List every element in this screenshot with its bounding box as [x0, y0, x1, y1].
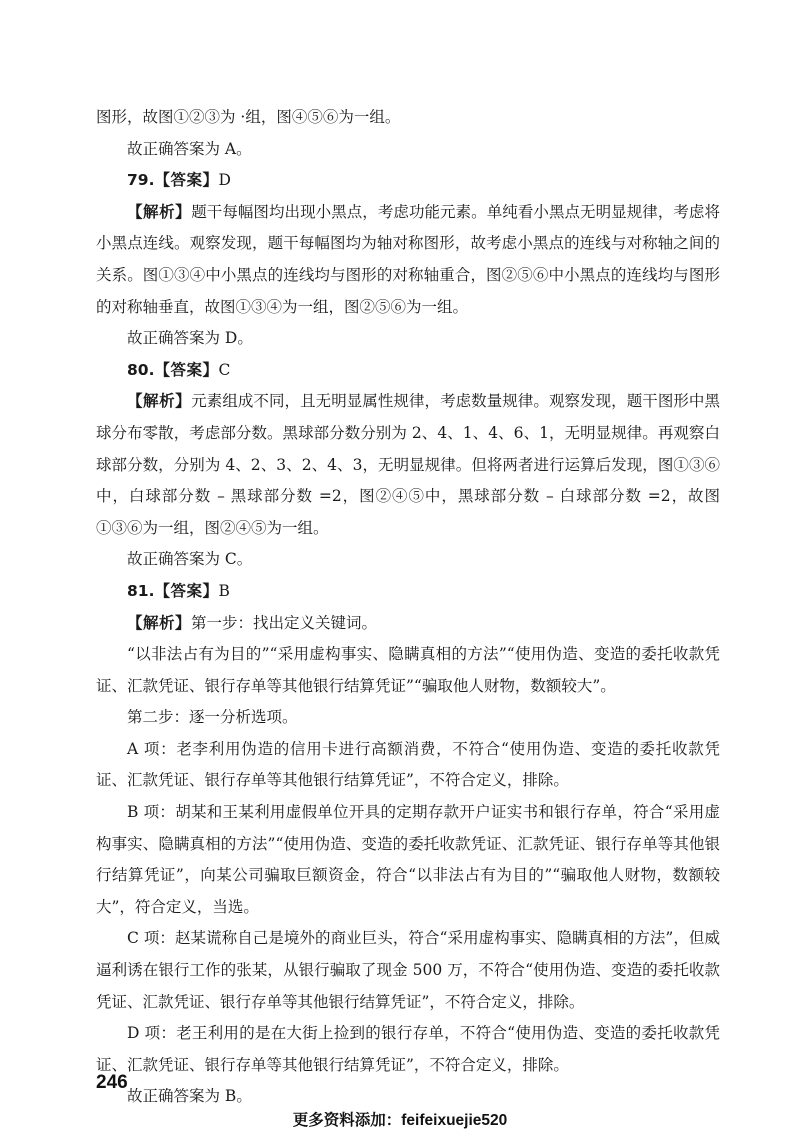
q79-analysis	[96, 197, 720, 323]
q80-number: 80.	[127, 360, 155, 379]
q80-answer-label: 【答案】	[154, 360, 219, 379]
q79-answer-label: 【答案】	[154, 171, 219, 190]
q81-option-d: D 项：老王利用的是在大街上捡到的银行存单，不符合“使用伪造、变造的委托收款凭证、汇款凭证、银行存单等其他银行结算凭证”，不符合定义，排除。	[96, 1024, 720, 1074]
q80-analysis-text: 元素组成不同，且无明显属性规律，考虑数量规律。观察发现，题干图形中黑球分布零散，考虑部分数。黑球部分数分别为 2、4、1、4、6、1，无明显规律。再观察白球部分数，分别为 4、2、3、2、4、3，无明显规律。但将两者进行运算后发现，图①③⑥中，白球部分数 – 黑球部分数 =2，图②④⑤中，黑球部分数 – 白球部分数 =2，故图①③⑥为一组，图②④⑤为一组。	[96, 392, 720, 537]
q81-option-a: A 项：老李利用伪造的信用卡进行高额消费，不符合“使用伪造、变造的委托收款凭证、汇款凭证、银行存单等其他银行结算凭证”，不符合定义，排除。	[96, 739, 720, 790]
q81-conclusion: 故正确答案为 B。	[127, 1087, 252, 1106]
q80-analysis	[96, 386, 720, 544]
q80-answer: C	[218, 360, 231, 379]
q79-answer-line	[96, 165, 720, 197]
q81-step2: 第二步：逐一分析选项。	[127, 708, 298, 727]
q81-option-b: B 项：胡某和王某利用虚假单位开具的定期存款开户证实书和银行存单，符合“采用虚构事实、隐瞒真相的方法”“使用伪造、变造的委托收款凭证、汇款凭证、银行存单等其他银行结算凭证”，向某公司骗取巨额资金，符合“以非法占有为目的”“骗取他人财物，数额较大”，符合定义，当选。	[96, 803, 720, 916]
q81-answer-line	[96, 576, 720, 608]
page-number: 246	[96, 1072, 128, 1093]
footer-label: 更多资料添加：	[292, 1111, 402, 1129]
q80-answer-line	[96, 355, 720, 387]
q79-conclusion: 故正确答案为 D。	[127, 329, 253, 348]
q79-analysis-label: 【解析】	[127, 202, 192, 221]
q79-number: 79.	[127, 171, 155, 190]
q81-keywords: “以非法占有为目的”“采用虚构事实、隐瞒真相的方法”“使用伪造、变造的委托收款凭证、汇款凭证、银行存单等其他银行结算凭证”“骗取他人财物，数额较大”。	[96, 645, 720, 695]
q81-step1	[96, 608, 720, 640]
page-content	[96, 102, 720, 1113]
q81-number: 81.	[127, 581, 155, 600]
footer-note	[0, 1108, 800, 1130]
q80-analysis-label: 【解析】	[127, 392, 192, 411]
q81-answer: B	[218, 581, 230, 600]
footer-handle: feifeixuejie520	[401, 1112, 508, 1129]
q81-analysis-label: 【解析】	[127, 613, 192, 632]
q79-answer: D	[218, 171, 231, 190]
q81-option-c: C 项：赵某谎称自己是境外的商业巨头，符合“采用虚构事实、隐瞒真相的方法”，但威逼利诱在银行工作的张某，从银行骗取了现金 500 万，不符合“使用伪造、变造的委托收款凭证、汇款凭证、银行存单等其他银行结算凭证”，不符合定义，排除。	[96, 929, 720, 1011]
q80-conclusion: 故正确答案为 C。	[127, 550, 253, 569]
intro-line: 图形，故图①②③为 ·组，图④⑤⑥为一组。	[96, 108, 401, 126]
q79-analysis-text: 题干每幅图均出现小黑点，考虑功能元素。单纯看小黑点无明显规律，考虑将小黑点连线。观察发现，题干每幅图均为轴对称图形，故考虑小黑点的连线与对称轴之间的关系。图①③④中小黑点的连线均与图形的对称轴重合，图②⑤⑥中小黑点的连线均与图形的对称轴垂直，故图①③④为一组，图②⑤⑥为一组。	[96, 202, 720, 316]
q81-answer-label: 【答案】	[154, 581, 219, 600]
intro-conclusion: 故正确答案为 A。	[127, 139, 252, 158]
q81-step1-text: 第一步：找出定义关键词。	[191, 613, 378, 632]
